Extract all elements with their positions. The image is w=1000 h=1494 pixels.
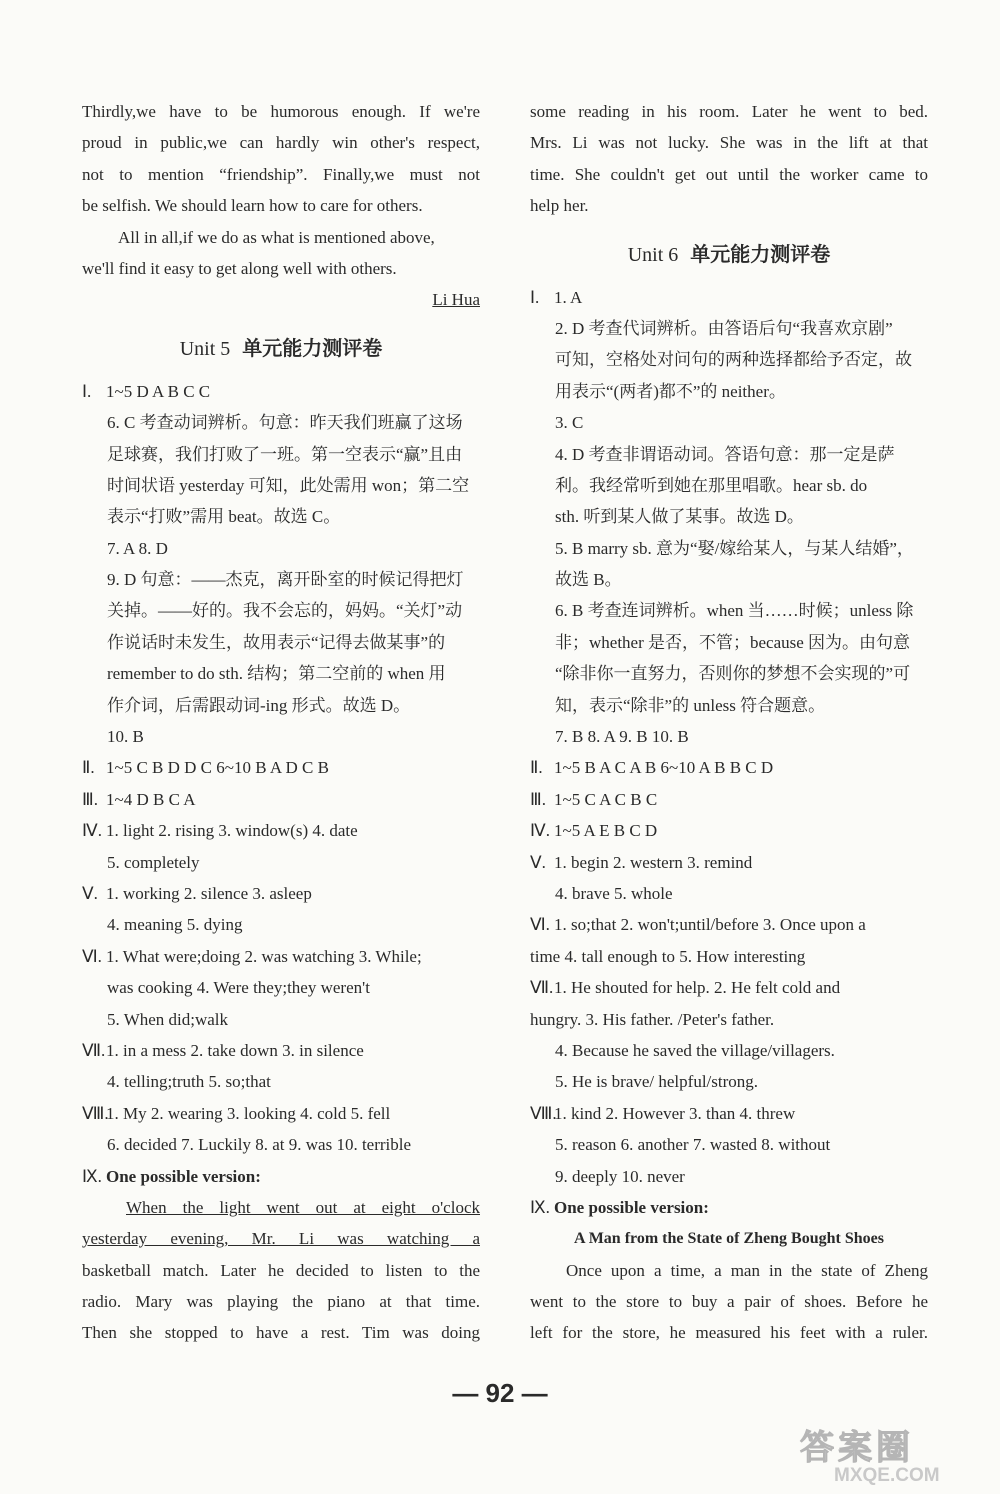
essay-line: proud in public,we can hardly win other's respect, — [82, 133, 480, 153]
version-label: One possible version: — [554, 1197, 709, 1217]
unit6-title: 单元能力测评卷 — [690, 241, 831, 266]
answer-line: 3. C — [555, 413, 584, 433]
section-answers: 1. so;that 2. won't;until/before 3. Once upon a — [554, 915, 866, 935]
unit5-heading — [82, 324, 480, 372]
section-answers-cont: 4. brave 5. whole — [555, 883, 673, 903]
section-answers: 1~5 C A C B C — [554, 789, 658, 809]
section-numeral: Ⅲ. — [82, 789, 98, 809]
section-numeral: Ⅱ. — [82, 758, 95, 778]
section-1 — [82, 376, 480, 407]
essay-closing-line: we'll find it easy to get along well with others. — [82, 258, 397, 278]
section-answers: 1. He shouted for help. 2. He felt cold and — [554, 978, 841, 998]
explanation-line: 9. D 句意：——杰克，离开卧室的时候记得把灯 — [107, 570, 464, 590]
section-numeral: Ⅳ. — [82, 821, 102, 841]
unit6-heading — [530, 230, 928, 278]
essay-line: be selfish. We should learn how to care for others. — [82, 196, 423, 216]
explanation-line: 知，表示“除非”的 unless 符合题意。 — [555, 695, 826, 715]
left-column — [82, 96, 480, 1349]
story-line: Mrs. Li was not lucky. She was in the lift at that — [530, 133, 928, 153]
section-numeral: Ⅵ. — [82, 946, 102, 966]
watermark-text: 答案圈 — [800, 1428, 914, 1468]
unit5-label: Unit 5 — [179, 337, 231, 360]
section-1 — [530, 282, 928, 313]
explanation-line: remember to do sth. 结构；第二空前的 when 用 — [107, 664, 446, 684]
section-numeral: Ⅵ. — [530, 915, 550, 935]
section-answers-cont: 5. He is brave/ helpful/strong. — [555, 1072, 759, 1092]
explanation-line: “除非你一直努力，否则你的梦想不会实现的”可 — [555, 664, 911, 684]
essay-closing-line: All in all,if we do as what is mentioned above, — [118, 227, 435, 247]
section-7 — [82, 1035, 480, 1066]
explanation-line: 表示“打败”需用 beat。故选 C。 — [107, 507, 341, 527]
section-numeral: Ⅲ. — [530, 789, 546, 809]
section-numeral: Ⅷ. — [82, 1103, 109, 1123]
section-answers-cont: 4. telling;truth 5. so;that — [107, 1072, 271, 1092]
section-answers-cont: 9. deeply 10. never — [555, 1166, 685, 1186]
unit5-title: 单元能力测评卷 — [242, 335, 383, 360]
section-answers: 1. My 2. wearing 3. looking 4. cold 5. fell — [106, 1103, 391, 1123]
section-answers-cont: 5. completely — [107, 852, 200, 872]
answer-line: 10. B — [107, 727, 144, 747]
watermark-url: MXQE.COM — [834, 1465, 940, 1486]
explanation-line: 利。我经常听到她在那里唱歌。hear sb. do — [555, 475, 868, 495]
explanation-line: 5. B marry sb. 意为“娶/嫁给某人，与某人结婚”， — [555, 538, 914, 558]
section-answers: 1. kind 2. However 3. than 4. threw — [554, 1103, 796, 1123]
section-answers-cont: 6. decided 7. Luckily 8. at 9. was 10. terrible — [107, 1135, 412, 1155]
section-numeral: Ⅶ. — [530, 978, 554, 998]
page-number: — 92 — — [452, 1378, 548, 1408]
explanation-line: 非；whether 是否，不管；because 因为。由句意 — [555, 632, 911, 652]
section-2 — [530, 752, 928, 783]
version-label: One possible version: — [106, 1166, 261, 1186]
explanation-line: 作说话时未发生，故用表示“记得去做某事”的 — [107, 632, 446, 652]
answer-line: 7. B 8. A 9. B 10. B — [555, 727, 689, 747]
section-numeral: Ⅶ. — [82, 1040, 106, 1060]
section-answers: 1. What were;doing 2. was watching 3. While; — [106, 946, 422, 966]
unit6-label: Unit 6 — [627, 243, 679, 266]
explanation-line: 时间状语 yesterday 可知，此处需用 won；第二空 — [107, 475, 470, 495]
section-answers-cont: 5. When did;walk — [107, 1009, 229, 1029]
essay-signature: Li Hua — [432, 290, 480, 310]
section-2 — [82, 752, 480, 783]
explanation-line: 可知，空格处对问句的两种选择都给予否定，故 — [555, 350, 912, 370]
answer-line: 7. A 8. D — [107, 538, 168, 558]
section-3 — [82, 784, 480, 815]
story-line: help her. — [530, 196, 589, 216]
story-line: Then she stopped to have a rest. Tim was doing — [82, 1323, 480, 1343]
explanation-line: 4. D 考查非谓语动词。答语句意：那一定是萨 — [555, 444, 895, 464]
explanation-line: sth. 听到某人做了某事。故选 D。 — [555, 507, 804, 527]
section-answers: 1~5 A E B C D — [554, 821, 658, 841]
section-answers-cont: 5. reason 6. another 7. wasted 8. without — [555, 1135, 831, 1155]
section-numeral: Ⅸ. — [530, 1197, 550, 1217]
section-4 — [530, 815, 928, 846]
section-8 — [530, 1098, 928, 1129]
section-answers: 1. A — [554, 287, 583, 307]
story-line: Once upon a time, a man in the state of Zheng — [566, 1260, 928, 1280]
section-answers-cont: time 4. tall enough to 5. How interesting — [530, 946, 806, 966]
section-answers: 1~5 B A C A B 6~10 A B B C D — [554, 758, 774, 778]
section-answers: 1. working 2. silence 3. asleep — [106, 883, 312, 903]
section-numeral: Ⅰ. — [82, 381, 92, 401]
section-5 — [530, 847, 928, 878]
story-title: A Man from the State of Zheng Bought Shoes — [574, 1230, 884, 1248]
section-answers-cont: 4. Because he saved the village/villagers. — [555, 1040, 835, 1060]
section-answers-cont: 4. meaning 5. dying — [107, 915, 243, 935]
story-line: time. She couldn't get out until the worker came to — [530, 164, 928, 184]
section-6 — [530, 909, 928, 940]
section-7 — [530, 972, 928, 1003]
explanation-line: 用表示“(两者)都不”的 neither。 — [555, 381, 786, 401]
explanation-line: 2. D 考查代词辨析。由答语后句“我喜欢京剧” — [555, 318, 893, 338]
section-6 — [82, 941, 480, 972]
section-answers: 1~5 D A B C C — [106, 381, 211, 401]
explanation-line: 故选 B。 — [555, 570, 622, 590]
section-numeral: Ⅱ. — [530, 758, 543, 778]
section-answers: 1. begin 2. western 3. remind — [554, 852, 753, 872]
story-line: went to the store to buy a pair of shoes. Before he — [530, 1292, 928, 1312]
watermark-logo — [800, 1420, 990, 1490]
section-numeral: Ⅴ. — [82, 883, 98, 903]
explanation-line: 足球赛，我们打败了一班。第一空表示“赢”且由 — [107, 444, 463, 464]
section-4 — [82, 815, 480, 846]
section-answers: 1. in a mess 2. take down 3. in silence — [106, 1040, 364, 1060]
section-answers: 1. light 2. rising 3. window(s) 4. date — [106, 821, 358, 841]
story-line: left for the store, he measured his feet with a ruler. — [530, 1323, 928, 1343]
explanation-line: 6. B 考查连词辨析。when 当……时候；unless 除 — [555, 601, 914, 621]
right-column — [530, 96, 928, 1349]
section-answers: 1~5 C B D D C 6~10 B A D C B — [106, 758, 329, 778]
section-numeral: Ⅰ. — [530, 287, 540, 307]
section-9 — [82, 1161, 480, 1192]
section-9 — [530, 1192, 928, 1223]
explanation-line: 作介词，后需跟动词-ing 形式。故选 D。 — [107, 695, 411, 715]
story-line: some reading in his room. Later he went to bed. — [530, 102, 928, 121]
section-answers-cont: hungry. 3. His father. /Peter's father. — [530, 1009, 775, 1029]
explanation-line: 关掉。——好的。我不会忘的，妈妈。“关灯”动 — [107, 601, 463, 621]
section-numeral: Ⅷ. — [530, 1103, 557, 1123]
section-numeral: Ⅴ. — [530, 852, 546, 872]
explanation-line: 6. C 考查动词辨析。句意：昨天我们班赢了这场 — [107, 413, 463, 433]
section-8 — [82, 1098, 480, 1129]
section-numeral: Ⅸ. — [82, 1166, 102, 1186]
essay-line: not to mention “friendship”. Finally,we must not — [82, 164, 480, 184]
section-answers: 1~4 D B C A — [106, 789, 196, 809]
section-numeral: Ⅳ. — [530, 821, 550, 841]
story-line: radio. Mary was playing the piano at that time. — [82, 1292, 480, 1312]
section-5 — [82, 878, 480, 909]
section-answers-cont: was cooking 4. Were they;they weren't — [107, 978, 370, 998]
essay-line: Thirdly,we have to be humorous enough. If we're — [82, 102, 480, 121]
story-line: When the light went out at eight o'clock — [126, 1197, 480, 1217]
section-3 — [530, 784, 928, 815]
story-line: yesterday evening, Mr. Li was watching a — [82, 1229, 480, 1249]
story-line: basketball match. Later he decided to listen to the — [82, 1260, 480, 1280]
